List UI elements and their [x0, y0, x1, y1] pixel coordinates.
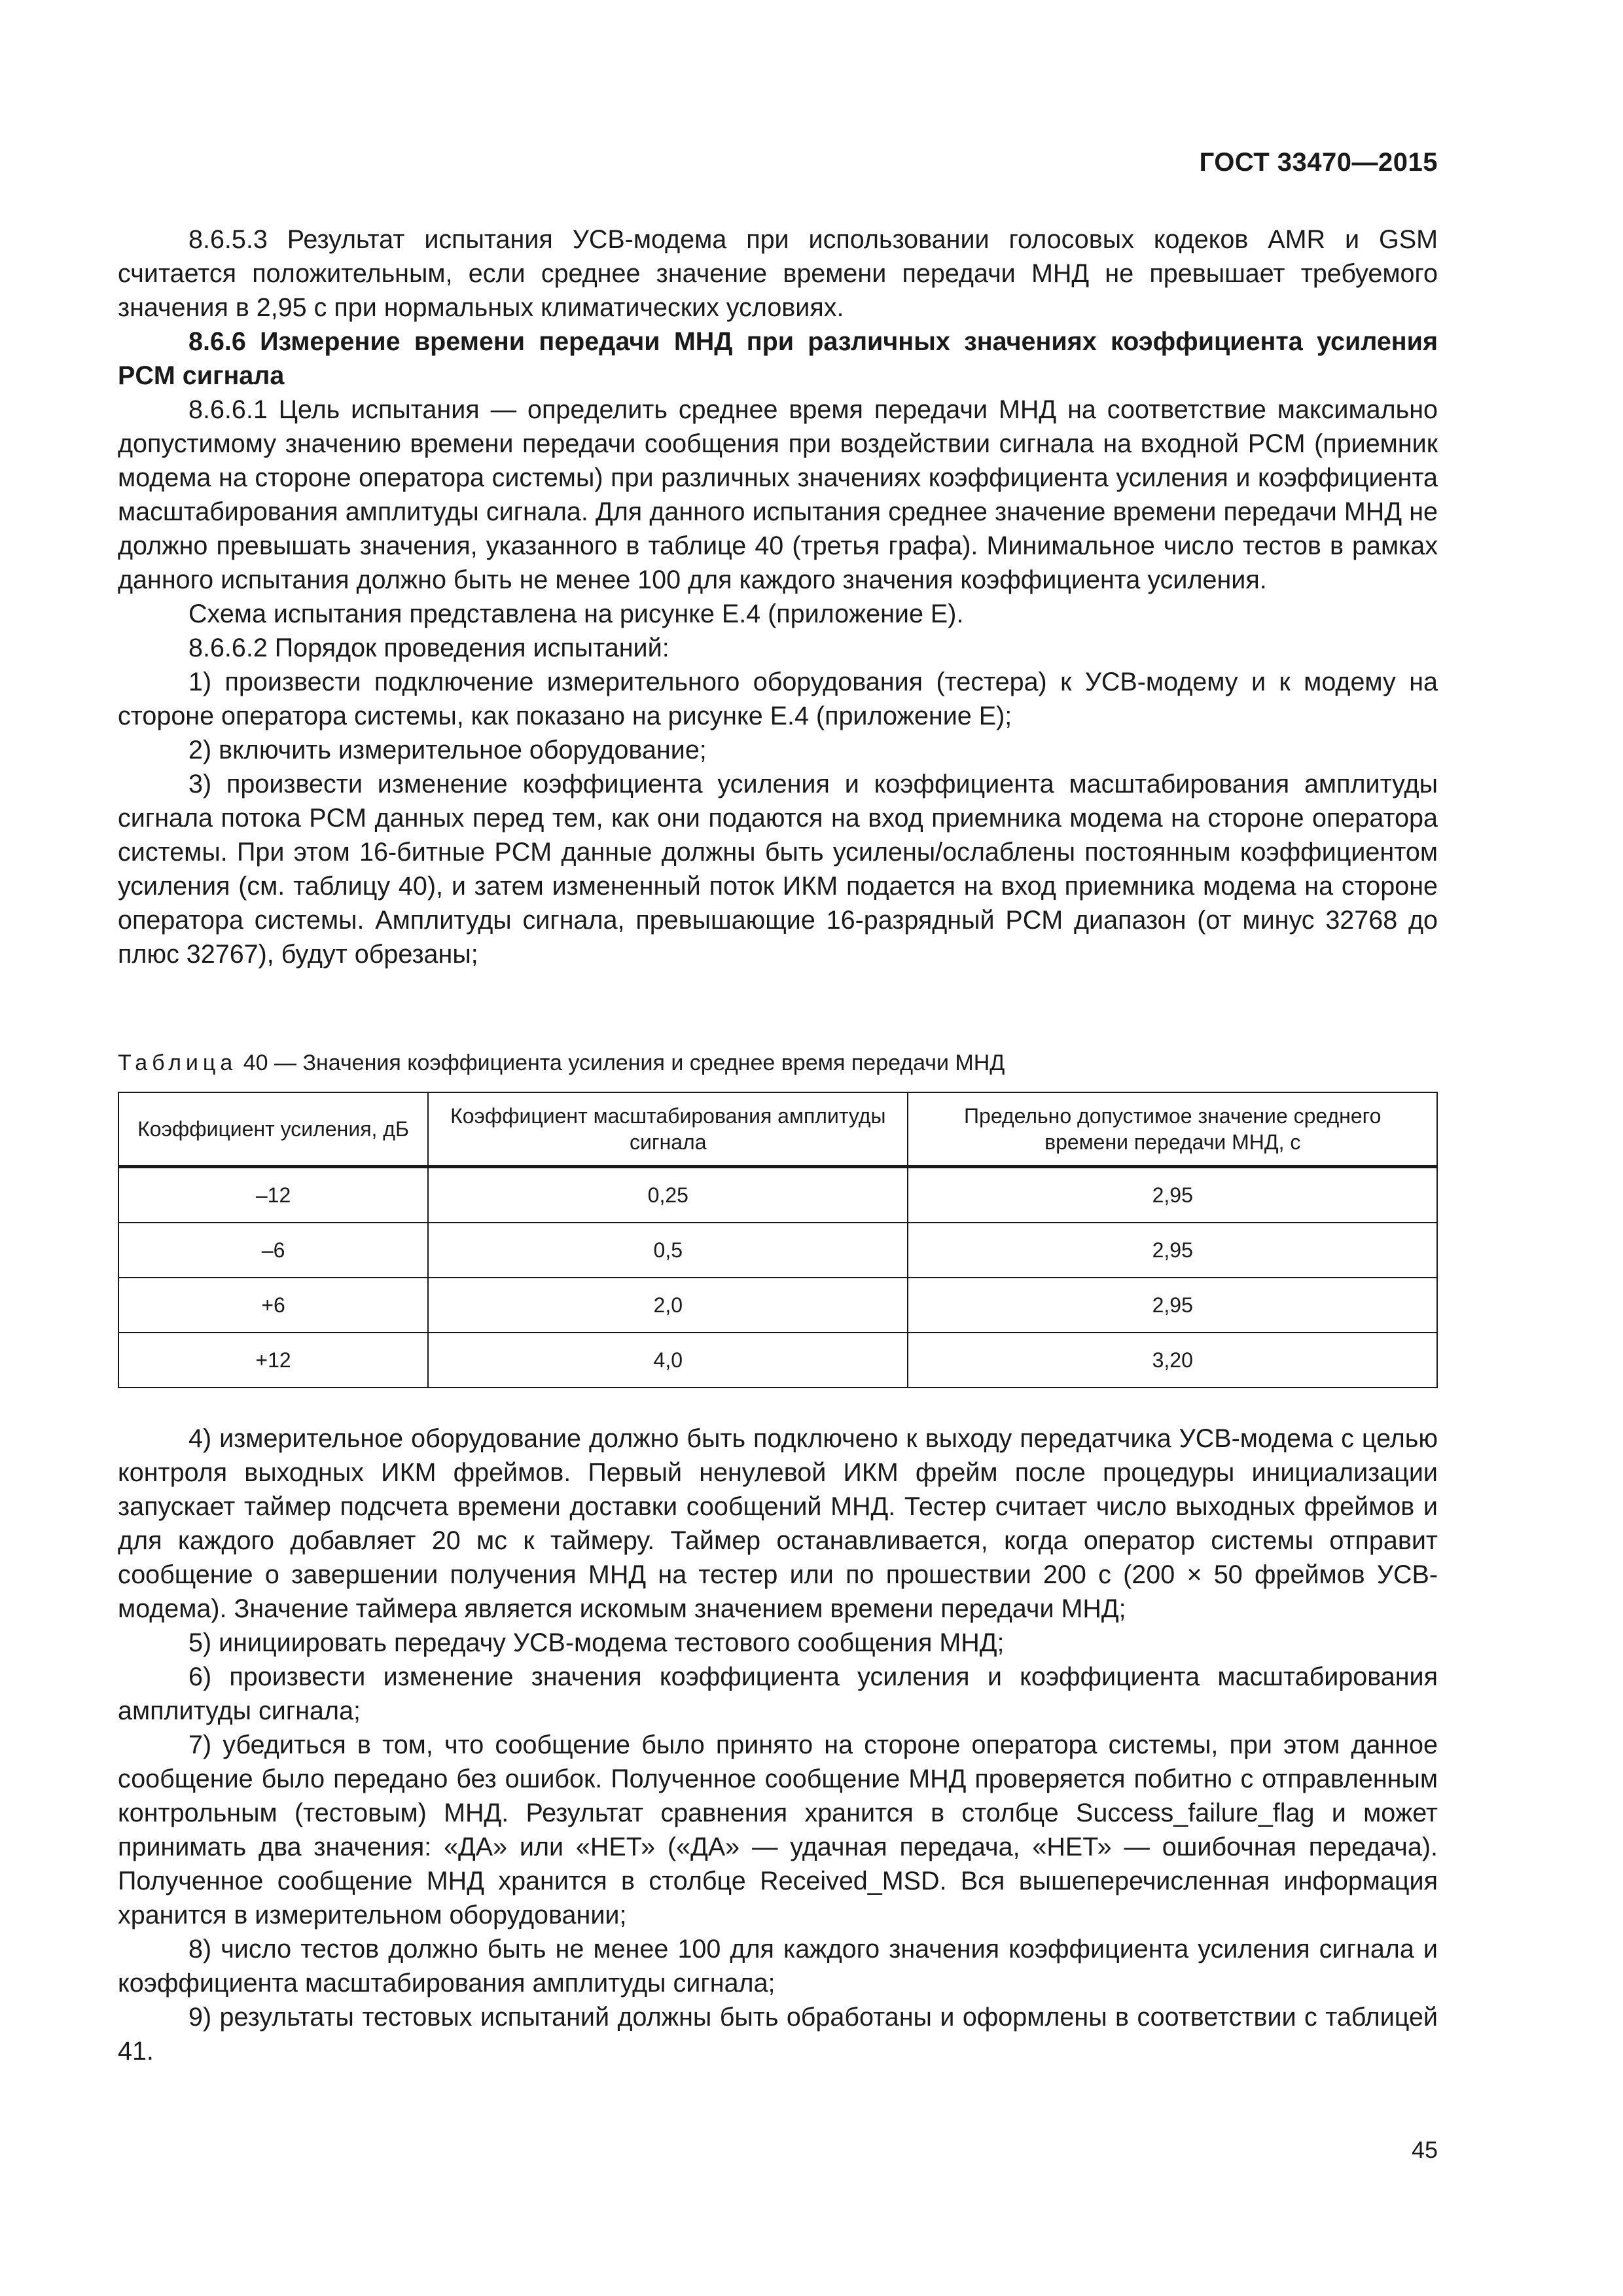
- header-gain: Коэффициент усиления, дБ: [118, 1092, 428, 1167]
- paragraph-8-6-6-1: 8.6.6.1 Цель испытания — определить среднее время передачи МНД на соответствие максимально допустимому значению времени передачи сообщения при воздействии сигнала на входной PCM (приемник модема на стороне оператора системы) при различных значениях коэффициента усиления и коэффициента масштабирования амплитуды сигнала. Для данного испытания среднее значение времени передачи МНД не должно превышать значения, указанного в таблице 40 (третья графа). Минимальное число тестов в рамках данного испытания должно быть не менее 100 для каждого значения коэффициента усиления.: [118, 395, 1438, 594]
- header-scale: Коэффициент масштабирования амплитуды сигнала: [428, 1092, 908, 1167]
- paragraph-8-6-6-2: 8.6.6.2 Порядок проведения испытаний:: [188, 634, 669, 662]
- cell-scale: 0,25: [428, 1167, 908, 1223]
- cell-scale: 2,0: [428, 1278, 908, 1333]
- header-max-time: Предельно допустимое значение среднего времени передачи МНД, с: [908, 1092, 1437, 1167]
- list-item-9: 9) результаты тестовых испытаний должны быть обработаны и оформлены в соответствии с таблицей 41.: [118, 2003, 1438, 2066]
- paragraph-scheme: Схема испытания представлена на рисунке Е.4 (приложение Е).: [188, 600, 964, 628]
- cell-gain: –6: [118, 1223, 428, 1278]
- table-row: [118, 1333, 1437, 1388]
- table-caption: [118, 1049, 1005, 1077]
- gain-table: [118, 1092, 1438, 1388]
- cell-time: 2,95: [908, 1167, 1437, 1223]
- cell-scale: 4,0: [428, 1333, 908, 1388]
- list-item-1: 1) произвести подключение измерительного оборудования (тестера) к УСВ-модему и к модему на стороне оператора системы, как показано на рисунке Е.4 (приложение Е);: [118, 668, 1438, 730]
- table-row: [118, 1167, 1437, 1223]
- cell-gain: +12: [118, 1333, 428, 1388]
- page-number: 45: [1411, 2136, 1438, 2163]
- list-item-2: 2) включить измерительное оборудование;: [188, 736, 707, 764]
- table-header-row: [118, 1092, 1437, 1167]
- list-item-8: 8) число тестов должно быть не менее 100 для каждого значения коэффициента усиления сигнала и коэффициента масштабирования амплитуды сигнала;: [118, 1935, 1438, 1998]
- cell-gain: –12: [118, 1167, 428, 1223]
- document-header: ГОСТ 33470—2015: [1199, 148, 1438, 177]
- list-item-7: 7) убедиться в том, что сообщение было принято на стороне оператора системы, при этом данное сообщение было передано без ошибок. Полученное сообщение МНД проверяется побитно с отправленным контрольным (тестовым) МНД. Результат сравнения хранится в столбце Success_failure_flag и может принимать два значения: «ДА» или «НЕТ» («ДА» — удачная передача, «НЕТ» — ошибочная передача). Полученное сообщение МНД хранится в столбце Received_MSD. Вся вышеперечисленная информация хранится в измерительном оборудовании;: [118, 1731, 1438, 1929]
- list-item-3: 3) произвести изменение коэффициента усиления и коэффициента масштабирования амплитуды сигнала потока PCM данных перед тем, как они подаются на вход приемника модема на стороне оператора системы. При этом 16-битные PCM данные должны быть усилены/ослаблены постоянным коэффициентом усиления (см. таблицу 40), и затем измененный поток ИКМ подается на вход приемника модема на стороне оператора системы. Амплитуды сигнала, превышающие 16-разрядный PCM диапазон (от минус 32768 до плюс 32767), будут обрезаны;: [118, 770, 1438, 969]
- cell-time: 2,95: [908, 1223, 1437, 1278]
- cell-time: 3,20: [908, 1333, 1437, 1388]
- body-text-bottom: [118, 1422, 1438, 2068]
- list-item-6: 6) произвести изменение значения коэффициента усиления и коэффициента масштабирования амплитуды сигнала;: [118, 1662, 1438, 1725]
- list-item-5: 5) инициировать передачу УСВ-модема тестового сообщения МНД;: [188, 1628, 1005, 1657]
- list-item-4: 4) измерительное оборудование должно быть подключено к выходу передатчика УСВ-модема с целью контроля выходных ИКМ фреймов. Первый ненулевой ИКМ фрейм после процедуры инициализации запускает таймер подсчета времени доставки сообщений МНД. Тестер считает число выходных фреймов и для каждого добавляет 20 мс к таймеру. Таймер останавливается, когда оператор системы отправит сообщение о завершении получения МНД на тестер или по прошествии 200 с (200 × 50 фреймов УСВ-модема). Значение таймера является искомым значением времени передачи МНД;: [118, 1424, 1438, 1623]
- section-heading-8-6-6: 8.6.6 Измерение времени передачи МНД при различных значениях коэффициента усиления PCM сигнала: [118, 327, 1438, 390]
- cell-scale: 0,5: [428, 1223, 908, 1278]
- cell-gain: +6: [118, 1278, 428, 1333]
- table-caption-label: Таблица: [118, 1050, 238, 1075]
- table-row: [118, 1223, 1437, 1278]
- paragraph-8-6-5-3: 8.6.5.3 Результат испытания УСВ-модема при использовании голосовых кодеков AMR и GSM считается положительным, если среднее значение времени передачи МНД не превышает требуемого значения в 2,95 с при нормальных климатических условиях.: [118, 225, 1438, 322]
- body-text-top: [118, 223, 1438, 971]
- table-caption-text: 40 — Значения коэффициента усиления и среднее время передачи МНД: [243, 1050, 1005, 1075]
- table-row: [118, 1278, 1437, 1333]
- cell-time: 2,95: [908, 1278, 1437, 1333]
